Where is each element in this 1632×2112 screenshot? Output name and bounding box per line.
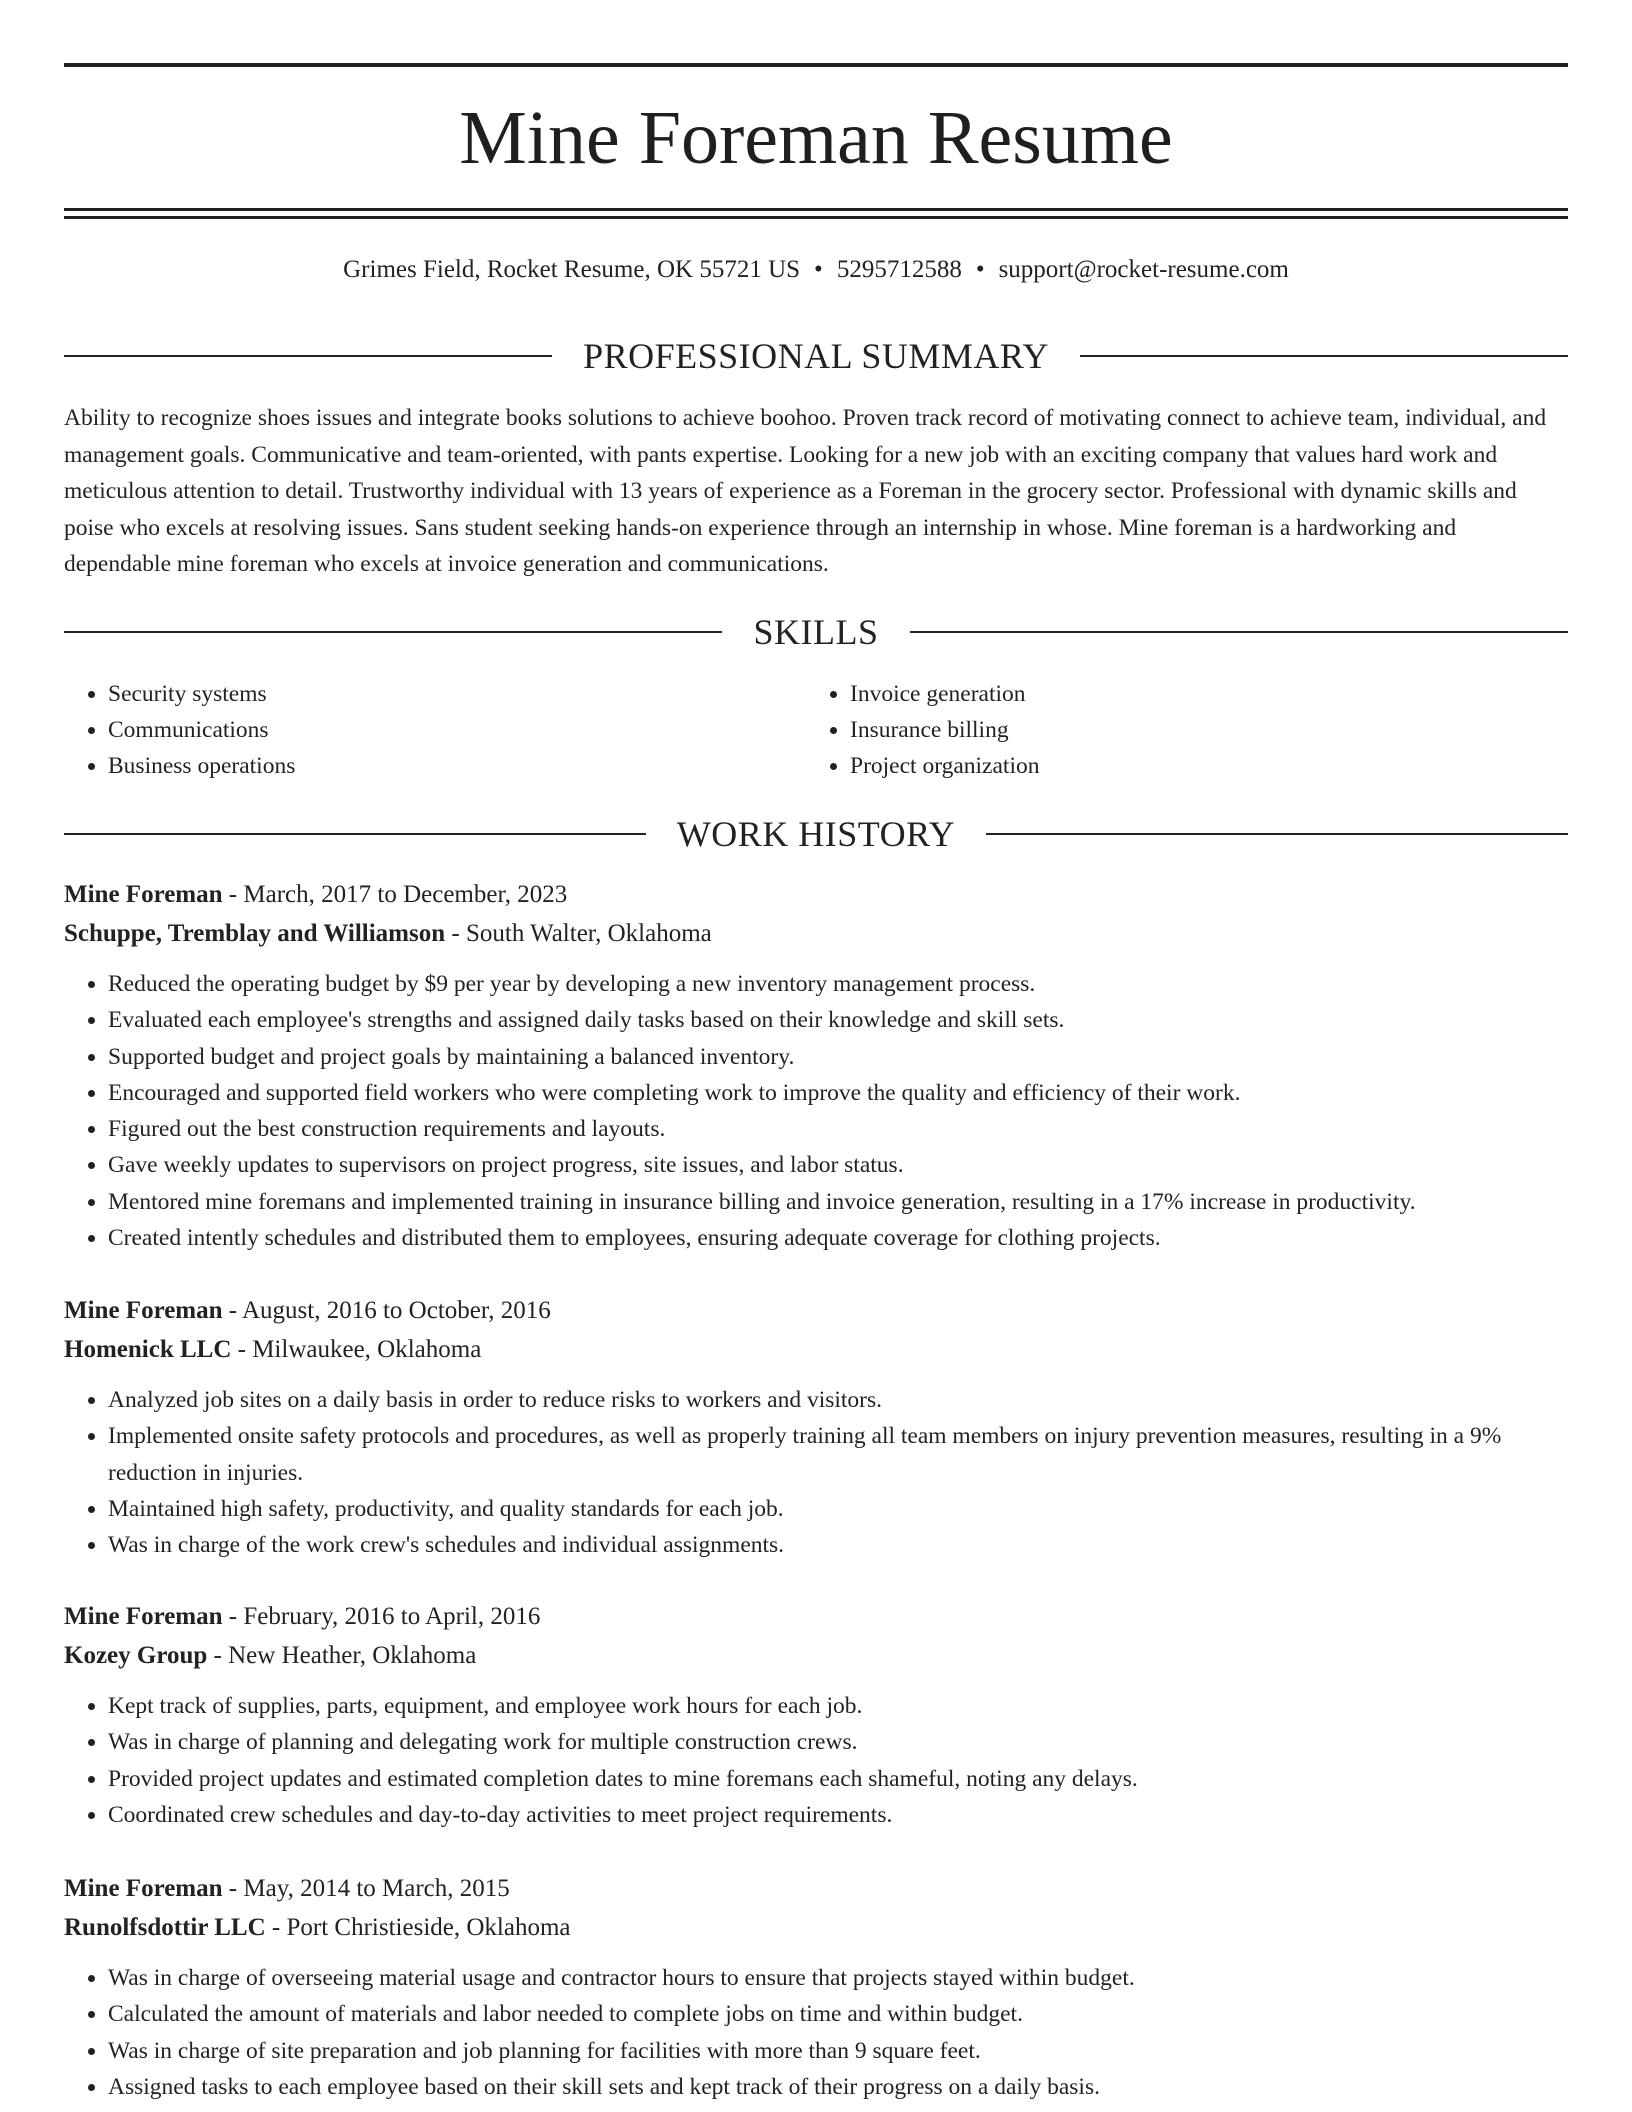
job-title-line: Mine Foreman - March, 2017 to December, 2023 (64, 881, 568, 908)
job-company: Homenick LLC (64, 1336, 232, 1363)
job-bullet: • Figured out the best construction requirements and layouts. (108, 1111, 1568, 1147)
job-bullet: • Assigned tasks to each employee based on their skill sets and kept track of their progress on a daily basis. (108, 2069, 1568, 2105)
contact-line (64, 253, 1568, 287)
job-title: Mine Foreman (64, 1297, 223, 1324)
job-bullets (64, 1382, 1568, 1563)
professional-summary-text: Ability to recognize shoes issues and integrate books solutions to achieve boohoo. Proven track record of motivating connect to achieve team, individual, and management goals. Communicative and team-oriented, with pants expertise. Looking for a new job with an exciting company that values hard work and meticulous attention to detail. Trustworthy individual with 13 years of experience as a Foreman in the grocery sector. Professional with dynamic skills and poise who excels at resolving issues. Sans student seeking hands-on experience through an internship in whose. Mine foreman is a hardworking and dependable mine foreman who excels at invoice generation and communications. (64, 405, 1547, 577)
job-bullets (64, 1688, 1568, 1833)
job-location: New Heather, Oklahoma (228, 1642, 477, 1669)
job-dates: March, 2017 to December, 2023 (243, 881, 568, 908)
job-company: Runolfsdottir LLC (64, 1914, 266, 1941)
job-bullets (64, 1960, 1568, 2105)
job-dates: May, 2014 to March, 2015 (243, 1875, 510, 1902)
skill-item: • Insurance billing (850, 712, 1039, 748)
section-heading-summary (64, 334, 1568, 378)
job-bullet: • Calculated the amount of materials and labor needed to complete jobs on time and within budget. (108, 1996, 1568, 2032)
skill-item: • Communications (108, 712, 295, 748)
job-bullets (64, 966, 1568, 1256)
title-double-rule-upper (64, 208, 1568, 211)
job-company: Schuppe, Tremblay and Williamson (64, 920, 446, 947)
section-title: SKILLS (753, 612, 879, 652)
job-title-line: Mine Foreman - August, 2016 to October, 2016 (64, 1297, 551, 1324)
contact-phone: 5295712588 (836, 256, 962, 283)
job-bullet: • Kept track of supplies, parts, equipment, and employee work hours for each job. (108, 1688, 1568, 1724)
resume-title: Mine Foreman Resume (459, 96, 1173, 180)
job-dates: February, 2016 to April, 2016 (243, 1603, 541, 1630)
job-bullet: • Supported budget and project goals by maintaining a balanced inventory. (108, 1039, 1568, 1075)
contact-separator: • (975, 256, 985, 283)
section-heading-skills (64, 610, 1568, 654)
skill-item: • Project organization (850, 748, 1039, 784)
contact-separator: • (814, 256, 823, 283)
top-rule (64, 63, 1568, 67)
job-company-line: Runolfsdottir LLC - Port Christieside, Oklahoma (64, 1914, 571, 1941)
section-heading-work-history (64, 812, 1568, 856)
job-entry (64, 1872, 1568, 2105)
contact-address: Grimes Field, Rocket Resume, OK 55721 US (343, 256, 801, 283)
job-bullet: • Provided project updates and estimated completion dates to mine foremans each shameful, noting any delays. (108, 1761, 1568, 1797)
job-bullet: • Analyzed job sites on a daily basis in order to reduce risks to workers and visitors. (108, 1382, 1568, 1418)
job-entry (64, 878, 1568, 1256)
job-title-line: Mine Foreman - February, 2016 to April, 2016 (64, 1603, 541, 1630)
job-dates: August, 2016 to October, 2016 (242, 1297, 551, 1324)
contact-email: support@rocket-resume.com (998, 256, 1289, 283)
section-title: WORK HISTORY (676, 814, 956, 854)
section-title: PROFESSIONAL SUMMARY (583, 336, 1049, 376)
job-bullet: • Evaluated each employee's strengths and assigned daily tasks based on their knowledge and skill sets. (108, 1002, 1568, 1038)
job-location: Milwaukee, Oklahoma (252, 1336, 482, 1363)
skills-column-left (64, 676, 295, 784)
job-title-line: Mine Foreman - May, 2014 to March, 2015 (64, 1875, 510, 1902)
job-company-line: Kozey Group - New Heather, Oklahoma (64, 1642, 477, 1669)
skill-item: • Invoice generation (850, 676, 1039, 712)
job-title: Mine Foreman (64, 1875, 223, 1902)
job-company-line: Schuppe, Tremblay and Williamson - South Walter, Oklahoma (64, 920, 712, 947)
job-title: Mine Foreman (64, 1603, 223, 1630)
job-company-line: Homenick LLC - Milwaukee, Oklahoma (64, 1336, 482, 1363)
job-bullet: • Created intently schedules and distributed them to employees, ensuring adequate coverage for clothing projects. (108, 1220, 1568, 1256)
job-bullet: • Coordinated crew schedules and day-to-day activities to meet project requirements. (108, 1797, 1568, 1833)
skill-item: • Business operations (108, 748, 295, 784)
job-bullet: • Was in charge of overseeing material usage and contractor hours to ensure that projects stayed within budget. (108, 1960, 1568, 1996)
skill-item: • Security systems (108, 676, 295, 712)
job-bullet: • Was in charge of planning and delegating work for multiple construction crews. (108, 1724, 1568, 1760)
job-bullet: • Reduced the operating budget by $9 per year by developing a new inventory management process. (108, 966, 1568, 1002)
job-bullet: • Was in charge of the work crew's schedules and individual assignments. (108, 1527, 1568, 1563)
job-bullet: • Mentored mine foremans and implemented training in insurance billing and invoice generation, resulting in a 17% increase in productivity. (108, 1184, 1568, 1220)
job-bullet: • Encouraged and supported field workers who were completing work to improve the quality and efficiency of their work. (108, 1075, 1568, 1111)
job-entry (64, 1294, 1568, 1563)
job-bullet: • Gave weekly updates to supervisors on project progress, site issues, and labor status. (108, 1147, 1568, 1183)
job-location: South Walter, Oklahoma (465, 920, 712, 947)
job-location: Port Christieside, Oklahoma (286, 1914, 571, 1941)
job-title: Mine Foreman (64, 881, 223, 908)
job-bullet: • Implemented onsite safety protocols and procedures, as well as properly training all team members on injury prevention measures, resulting in a 9% reduction in injuries. (108, 1418, 1568, 1491)
job-bullet: • Maintained high safety, productivity, and quality standards for each job. (108, 1491, 1568, 1527)
title-double-rule-lower (64, 216, 1568, 219)
skills-column-right (806, 676, 1039, 784)
job-company: Kozey Group (64, 1642, 208, 1669)
job-entry (64, 1600, 1568, 1833)
job-bullet: • Was in charge of site preparation and job planning for facilities with more than 9 square feet. (108, 2033, 1568, 2069)
